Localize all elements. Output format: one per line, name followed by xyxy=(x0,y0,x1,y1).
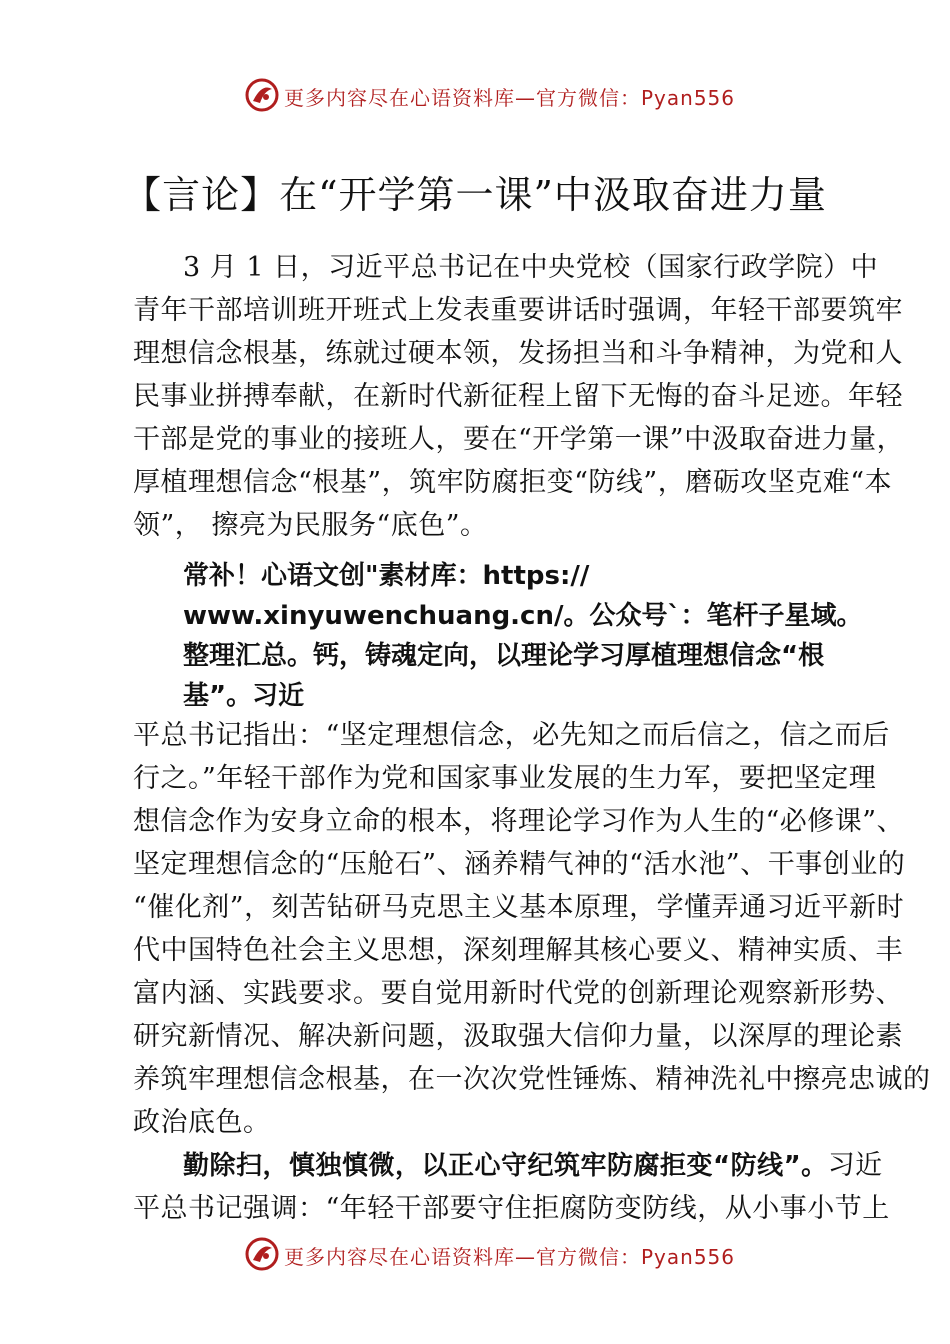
paragraph-line: 政治底色。 xyxy=(133,1107,271,1138)
paragraph-line: 厚植理想信念“根基”，筑牢防腐拒变“防线”，磨砺攻坚克难“本 xyxy=(133,467,893,498)
banner-text: 更多内容尽在心语资料库—官方微信：Pyan556 xyxy=(284,86,736,110)
bold-line: 整理汇总。钙，铸魂定向，以理论学习厚植理想信念“根 xyxy=(183,641,825,671)
paragraph-line: 民事业拼搏奉献，在新时代新征程上留下无悔的奋斗足迹。年轻 xyxy=(133,381,903,412)
paragraph-line: 平总书记指出：“坚定理想信念，必先知之而后信之，信之而后 xyxy=(133,720,890,751)
paragraph-line: 研究新情况、解决新问题，汲取强大信仰力量，以深厚的理论素 xyxy=(133,1021,903,1052)
brand-logo-icon xyxy=(244,77,280,113)
paragraph-lead-bold: 勤除扫，慎独慎微，以正心守纪筑牢防腐拒变“防线”。 xyxy=(183,1151,828,1181)
paragraph-line xyxy=(183,1146,883,1186)
paragraph-line: 想信念作为安身立命的根本，将理论学习作为人生的“必修课”、 xyxy=(133,806,905,837)
paragraph-line: 代中国特色社会主义思想，深刻理解其核心要义、精神实质、丰 xyxy=(133,935,903,966)
paragraph-line: “催化剂”，刻苦钻研马克思主义基本原理，学懂弄通习近平新时 xyxy=(133,892,905,923)
header-banner xyxy=(0,75,950,115)
wechat-id: Pyan556 xyxy=(641,86,736,110)
paragraph-line: 行之。”年轻干部作为党和国家事业发展的生力军，要把坚定理 xyxy=(133,763,877,794)
paragraph-line: 领”， 擦亮为民服务“底色”。 xyxy=(133,510,488,541)
paragraph-line: 富内涵、实践要求。要自觉用新时代党的创新理论观察新形势、 xyxy=(133,978,903,1009)
paragraph-rest: 习近 xyxy=(827,1150,883,1181)
article-title: 【言论】在“开学第一课”中汲取奋进力量 xyxy=(123,173,827,217)
footer-banner xyxy=(0,1234,950,1274)
bold-line: www.xinyuwenchuang.cn/。公众号`：笔杆子星域。 xyxy=(183,601,863,631)
paragraph-line: 平总书记强调：“年轻干部要守住拒腐防变防线，从小事小节上 xyxy=(133,1193,890,1224)
bold-line: 常补！心语文创"素材库：https:// xyxy=(183,561,590,591)
wechat-id: Pyan556 xyxy=(641,1245,736,1269)
paragraph-line: 干部是党的事业的接班人，要在“开学第一课”中汲取奋进力量， xyxy=(133,424,905,455)
paragraph-line: 养筑牢理想信念根基，在一次次党性锤炼、精神洗礼中擦亮忠诚的 xyxy=(133,1064,931,1095)
brand-logo-icon xyxy=(244,1236,280,1272)
paragraph-line: 青年干部培训班开班式上发表重要讲话时强调，年轻干部要筑牢 xyxy=(133,295,903,326)
banner-text: 更多内容尽在心语资料库—官方微信：Pyan556 xyxy=(284,1245,736,1269)
bold-line: 基”。习近 xyxy=(183,681,305,711)
paragraph-line: 3 月 1 日，习近平总书记在中央党校（国家行政学院）中 xyxy=(183,252,879,283)
paragraph-line: 理想信念根基，练就过硬本领，发扬担当和斗争精神，为党和人 xyxy=(133,338,903,369)
paragraph-line: 坚定理想信念的“压舱石”、涵养精气神的“活水池”、干事创业的 xyxy=(133,849,906,880)
